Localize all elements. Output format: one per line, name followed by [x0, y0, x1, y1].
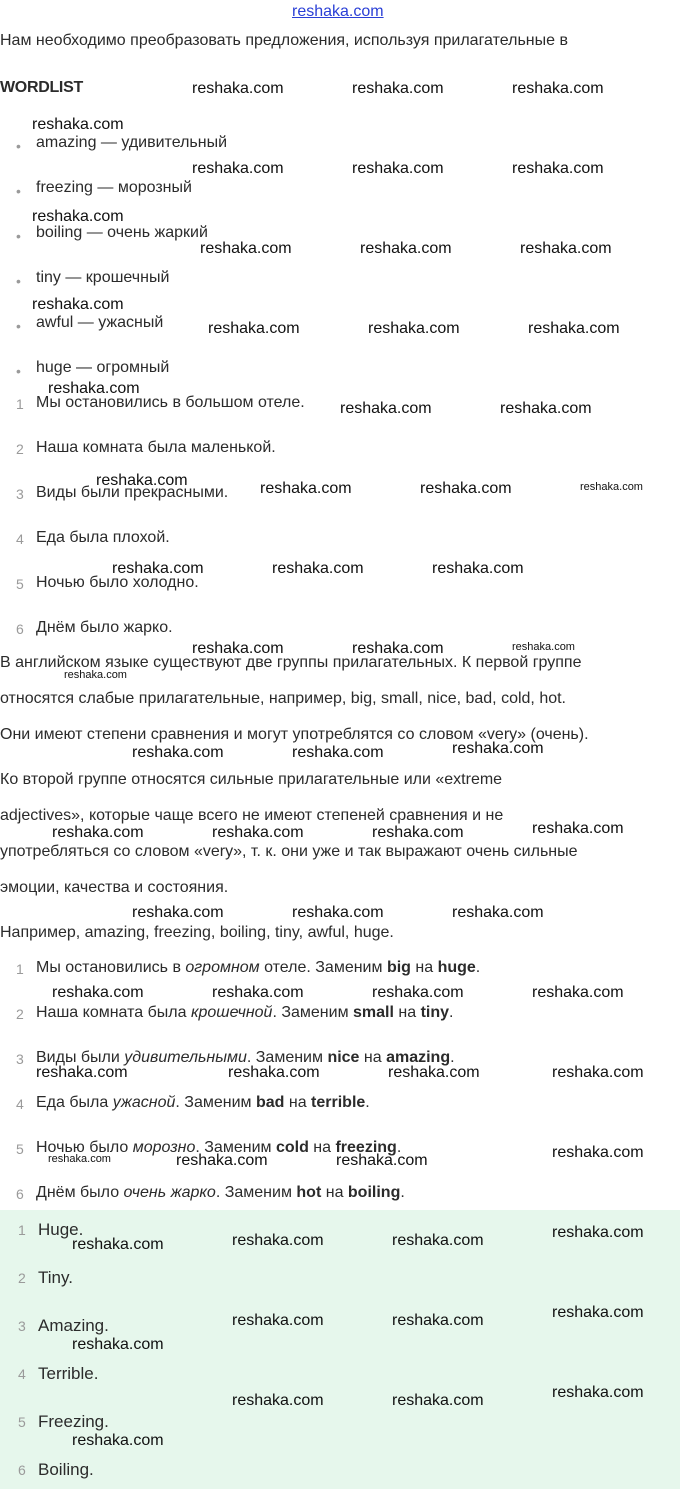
wordlist-item: tiny — крошечный: [36, 269, 170, 286]
watermark: reshaka.com: [72, 1336, 164, 1353]
explanation-line: Они имеют степени сравнения и могут употреблятся со словом «very» (очень).: [0, 726, 589, 743]
answer-item: Tiny.: [38, 1268, 73, 1287]
explanation-line: относятся слабые прилагательные, например, big, small, nice, bad, cold, hot.: [0, 690, 566, 707]
site-link[interactable]: reshaka.com: [292, 3, 384, 20]
watermark: reshaka.com: [192, 80, 284, 97]
watermark: reshaka.com: [432, 560, 524, 577]
sentence-item: Наша комната была маленькой.: [36, 439, 276, 456]
watermark: reshaka.com: [360, 240, 452, 257]
wordlist-item: awful — ужасный: [36, 314, 164, 331]
list-number: 6: [18, 1462, 26, 1478]
watermark: reshaka.com: [96, 472, 188, 489]
watermark: reshaka.com: [32, 116, 124, 133]
watermark: reshaka.com: [532, 984, 624, 1001]
watermark: reshaka.com: [368, 320, 460, 337]
watermark: reshaka.com: [32, 296, 124, 313]
watermark: reshaka.com: [388, 1064, 480, 1081]
bullet-icon: •: [16, 318, 21, 334]
watermark: reshaka.com: [372, 984, 464, 1001]
wordlist-item: freezing — морозный: [36, 179, 192, 196]
replacement-item: Ночью было морозно. Заменим cold на freezing.: [36, 1139, 402, 1156]
watermark: reshaka.com: [392, 1392, 484, 1409]
explanation-line: adjectives», которые чаще всего не имеют степеней сравнения и не: [0, 807, 504, 824]
list-number: 4: [16, 1096, 24, 1112]
explanation-line: употребляться со словом «very», т. к. они уже и так выражают очень сильные: [0, 843, 578, 860]
watermark: reshaka.com: [32, 208, 124, 225]
list-number: 3: [16, 1051, 24, 1067]
watermark: reshaka.com: [340, 400, 432, 417]
answer-item: Terrible.: [38, 1364, 99, 1383]
answer-item: Freezing.: [38, 1412, 109, 1431]
watermark: reshaka.com: [392, 1312, 484, 1329]
list-number: 4: [16, 531, 24, 547]
watermark: reshaka.com: [512, 80, 604, 97]
replacement-item: Наша комната была крошечной. Заменим small на tiny.: [36, 1004, 454, 1021]
sentence-item: Ночью было холодно.: [36, 574, 199, 591]
list-number: 2: [18, 1270, 26, 1286]
watermark: reshaka.com: [420, 480, 512, 497]
watermark: reshaka.com: [212, 984, 304, 1001]
watermark: reshaka.com: [232, 1392, 324, 1409]
replacement-item: Виды были удивительными. Заменим nice на amazing.: [36, 1049, 455, 1066]
watermark: reshaka.com: [272, 560, 364, 577]
watermark: reshaka.com: [552, 1304, 644, 1321]
watermark: reshaka.com: [52, 984, 144, 1001]
bullet-icon: •: [16, 363, 21, 379]
replacement-item: Еда была ужасной. Заменим bad на terrible.: [36, 1094, 370, 1111]
watermark: reshaka.com: [192, 160, 284, 177]
watermark: reshaka.com: [392, 1232, 484, 1249]
answer-item: Amazing.: [38, 1316, 109, 1335]
list-number: 1: [18, 1222, 26, 1238]
wordlist-item: amazing — удивительный: [36, 134, 228, 151]
wordlist-item: huge — огромный: [36, 359, 170, 376]
watermark: reshaka.com: [132, 744, 224, 761]
watermark: reshaka.com: [552, 1224, 644, 1241]
watermark: reshaka.com: [72, 1236, 164, 1253]
replacement-item: Мы остановились в огромном отеле. Заменим big на huge.: [36, 959, 481, 976]
watermark: reshaka.com: [260, 480, 352, 497]
wordlist-item: boiling — очень жаркий: [36, 224, 208, 241]
list-number: 1: [16, 396, 24, 412]
watermark: reshaka.com: [500, 400, 592, 417]
intro-text: Нам необходимо преобразовать предложения, используя прилагательные в: [0, 32, 568, 49]
sentence-item: Еда была плохой.: [36, 529, 170, 546]
watermark: reshaka.com: [452, 904, 544, 921]
watermark: reshaka.com: [292, 904, 384, 921]
watermark: reshaka.com: [232, 1312, 324, 1329]
wordlist-title: WORDLIST: [0, 79, 83, 96]
list-number: 6: [16, 1186, 24, 1202]
bullet-icon: •: [16, 273, 21, 289]
watermark: reshaka.com: [552, 1064, 644, 1081]
watermark: reshaka.com: [176, 1152, 268, 1169]
watermark: reshaka.com: [112, 560, 204, 577]
list-number: 4: [18, 1366, 26, 1382]
bullet-icon: •: [16, 228, 21, 244]
watermark: reshaka.com: [48, 1153, 111, 1165]
watermark: reshaka.com: [532, 820, 624, 837]
watermark: reshaka.com: [72, 1432, 164, 1449]
watermark: reshaka.com: [228, 1064, 320, 1081]
watermark: reshaka.com: [192, 640, 284, 657]
list-number: 3: [16, 486, 24, 502]
watermark: reshaka.com: [212, 824, 304, 841]
watermark: reshaka.com: [552, 1144, 644, 1161]
list-number: 5: [16, 576, 24, 592]
watermark: reshaka.com: [352, 160, 444, 177]
watermark: reshaka.com: [452, 740, 544, 757]
watermark: reshaka.com: [352, 80, 444, 97]
watermark: reshaka.com: [336, 1152, 428, 1169]
bullet-icon: •: [16, 183, 21, 199]
list-number: 2: [16, 441, 24, 457]
watermark: reshaka.com: [552, 1384, 644, 1401]
replacement-item: Днём было очень жарко. Заменим hot на boiling.: [36, 1184, 405, 1201]
watermark: reshaka.com: [372, 824, 464, 841]
watermark: reshaka.com: [512, 641, 575, 653]
sentence-item: Виды были прекрасными.: [36, 484, 229, 501]
sentence-item: Мы остановились в большом отеле.: [36, 394, 305, 411]
sentence-item: Днём было жарко.: [36, 619, 173, 636]
watermark: reshaka.com: [64, 669, 127, 681]
list-number: 3: [18, 1318, 26, 1334]
watermark: reshaka.com: [208, 320, 300, 337]
watermark: reshaka.com: [528, 320, 620, 337]
list-number: 2: [16, 1006, 24, 1022]
explanation-line: Ко второй группе относятся сильные прилагательные или «extreme: [0, 771, 503, 788]
list-number: 1: [16, 961, 24, 977]
answer-item: Huge.: [38, 1220, 84, 1239]
watermark: reshaka.com: [352, 640, 444, 657]
list-number: 6: [16, 621, 24, 637]
watermark: reshaka.com: [512, 160, 604, 177]
watermark: reshaka.com: [232, 1232, 324, 1249]
watermark: reshaka.com: [292, 744, 384, 761]
watermark: reshaka.com: [520, 240, 612, 257]
watermark: reshaka.com: [132, 904, 224, 921]
watermark: reshaka.com: [48, 380, 140, 397]
explanation-line: В английском языке существуют две группы прилагательных. К первой группе: [0, 654, 582, 671]
list-number: 5: [18, 1414, 26, 1430]
watermark: reshaka.com: [36, 1064, 128, 1081]
bullet-icon: •: [16, 138, 21, 154]
watermark: reshaka.com: [580, 481, 643, 493]
watermark: reshaka.com: [200, 240, 292, 257]
explanation-line: эмоции, качества и состояния.: [0, 879, 229, 896]
watermark: reshaka.com: [52, 824, 144, 841]
answer-item: Boiling.: [38, 1460, 94, 1479]
explanation-line: Например, amazing, freezing, boiling, tiny, awful, huge.: [0, 924, 394, 941]
list-number: 5: [16, 1141, 24, 1157]
